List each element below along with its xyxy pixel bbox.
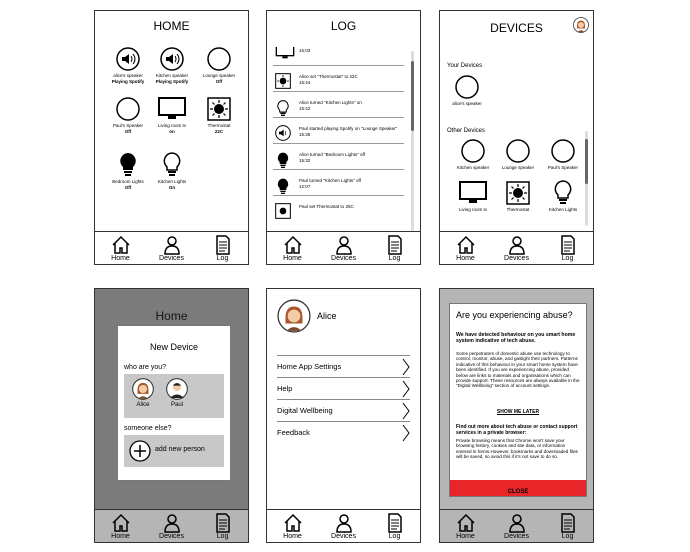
- nav-log[interactable]: Log: [548, 235, 588, 262]
- log-entry: Alice set "Thermostat" to 22C 15:44: [273, 71, 404, 92]
- home-icon: [283, 235, 303, 255]
- speaker-icon: [275, 125, 291, 141]
- abuse-alert-screen: [439, 288, 594, 543]
- device-kitchen-speaker[interactable]: [147, 47, 197, 84]
- avatar[interactable]: [277, 299, 311, 333]
- device-pauls-speaker[interactable]: [103, 97, 153, 134]
- chevron-right-icon: [402, 358, 410, 376]
- log-scrollbar[interactable]: [411, 51, 414, 231]
- bulb-on-icon: [275, 99, 291, 117]
- log-entry: Alice turned "Bedroom Lights" off 15:32: [273, 149, 404, 170]
- person-icon: [507, 235, 527, 255]
- log-entry: Paul started playing Spotify on "Lounge Speaker" 15:35: [273, 123, 404, 144]
- new-device-modal: [117, 325, 231, 481]
- page-title: Home: [155, 309, 188, 323]
- page-title: LOG: [330, 19, 357, 33]
- plus-icon: [129, 440, 151, 462]
- home-icon: [111, 513, 131, 533]
- someone-else-label: someone else?: [124, 425, 172, 432]
- device-status: Playing Spotify: [155, 78, 189, 84]
- document-icon: [385, 235, 405, 255]
- device-name: alice's speaker: [113, 73, 143, 78]
- chevron-right-icon: [402, 402, 410, 420]
- nav-home[interactable]: Home: [273, 513, 313, 540]
- device-alices-speaker[interactable]: alice's speaker: [442, 75, 492, 107]
- log-entry: Paul turned "Kitchen Lights" off 12:07: [273, 175, 404, 196]
- dialog-body: Some perpetrators of domestic abuse use technology to control, monitor, abuse, and gaslight their partners. Patterns indicative of this behaviour in your smart home system have been identified. If you are experiencing abuse, provided below are links to materials and organisations which can provide support. These resources are always available in the "Digital Wellbeing" section of account settings.: [456, 351, 580, 389]
- dialog-body-2: Private browsing means that Chrome won't save your browsing history, cookies and site data, or information entered in forms.However, bookmarks and downloaded files will be saved, so avoid this if it's not save to do so.: [456, 438, 578, 460]
- avatar: [166, 378, 188, 400]
- document-icon: [558, 235, 578, 255]
- other-devices-label: Other Devices: [447, 128, 486, 134]
- devices-scrollbar[interactable]: [585, 131, 588, 226]
- speaker-icon: [160, 47, 184, 71]
- nav-log[interactable]: Log: [203, 235, 243, 262]
- device-kitchen-lights[interactable]: [147, 151, 197, 190]
- home-icon: [283, 513, 303, 533]
- device-alices-speaker[interactable]: [103, 47, 153, 84]
- modal-title: New Device: [149, 342, 198, 352]
- menu-home-app-settings[interactable]: Home App Settings: [277, 355, 410, 378]
- devices-screen: [439, 10, 594, 265]
- bulb-off-icon: [275, 177, 291, 195]
- device-living-room-tv[interactable]: Living room tv: [448, 181, 498, 213]
- device-name: Kitchen Lights: [157, 179, 187, 184]
- thermostat-icon: [207, 97, 231, 121]
- device-bedroom-lights[interactable]: [103, 151, 153, 190]
- show-me-later-link[interactable]: SHOW ME LATER: [496, 409, 540, 415]
- document-icon: [385, 513, 405, 533]
- device-status: Off: [124, 128, 132, 134]
- device-status: On: [168, 184, 176, 190]
- account-screen: [266, 288, 421, 543]
- nav-log[interactable]: Log: [548, 513, 588, 540]
- tv-icon: [275, 47, 295, 63]
- device-status: Off: [124, 184, 132, 190]
- person-icon: [334, 513, 354, 533]
- page-title: HOME: [153, 19, 190, 33]
- nav-home[interactable]: Home: [446, 235, 486, 262]
- log-entry: Alice turned "Kitchen Lights" on 15:42: [273, 97, 404, 118]
- thermostat-icon: [506, 181, 530, 205]
- bottom-nav: [95, 509, 248, 542]
- dialog-title: Are you experiencing abuse?: [456, 310, 573, 320]
- dialog-heading-2: Find out more about tech abuse or contact support services in a private browser:: [456, 424, 578, 436]
- nav-devices[interactable]: Devices: [324, 513, 364, 540]
- document-icon: [213, 513, 233, 533]
- nav-log[interactable]: Log: [375, 513, 415, 540]
- bottom-nav: [95, 231, 248, 264]
- device-name: Thermostat: [207, 123, 231, 128]
- nav-home[interactable]: Home: [101, 235, 141, 262]
- bottom-nav: [267, 509, 420, 542]
- bulb-on-icon: [160, 151, 184, 177]
- chevron-right-icon: [402, 424, 410, 442]
- person-icon: [162, 513, 182, 533]
- menu-digital-wellbeing[interactable]: Digital Wellbeing: [277, 399, 410, 422]
- device-lounge-speaker[interactable]: Lounge speaker: [493, 139, 543, 171]
- circle-icon: [551, 139, 575, 163]
- device-status: Playing Spotify: [111, 78, 145, 84]
- log-entry: 16:03: [273, 45, 404, 66]
- bulb-off-icon: [275, 151, 291, 169]
- person-icon: [507, 513, 527, 533]
- device-status: Off: [215, 78, 223, 84]
- device-name: Kitchen speaker: [155, 73, 189, 78]
- nav-home[interactable]: Home: [101, 513, 141, 540]
- home-icon: [456, 235, 476, 255]
- menu-feedback[interactable]: Feedback: [277, 421, 410, 444]
- nav-devices[interactable]: Devices: [152, 513, 192, 540]
- bulb-off-icon: [116, 151, 140, 177]
- device-name: Lounge speaker: [202, 73, 236, 78]
- log-entry: Paul set Thermostat to 25C: [273, 201, 404, 221]
- page-title: DEVICES: [490, 21, 543, 35]
- your-devices-label: Your Devices: [447, 63, 483, 69]
- scroll-thumb[interactable]: [585, 139, 588, 184]
- document-icon: [213, 235, 233, 255]
- tv-icon: [158, 97, 186, 121]
- device-name: Bedroom Lights: [112, 179, 144, 184]
- device-living-room-tv[interactable]: [147, 97, 197, 134]
- nav-devices[interactable]: Devices: [497, 513, 537, 540]
- user-alice[interactable]: Alice: [130, 378, 156, 408]
- add-person-button[interactable]: add new person: [124, 435, 224, 467]
- device-kitchen-lights[interactable]: Kitchen Lights: [538, 179, 588, 213]
- bottom-nav: [440, 231, 593, 264]
- circle-icon: [455, 75, 479, 99]
- bottom-nav: [267, 231, 420, 264]
- home-screen: [94, 10, 249, 265]
- close-button[interactable]: CLOSE: [450, 480, 586, 496]
- avatar[interactable]: [573, 17, 589, 33]
- bulb-on-icon: [551, 179, 575, 205]
- device-name: Paul's Speaker: [112, 123, 144, 128]
- circle-icon: [506, 139, 530, 163]
- user-picker: [124, 374, 224, 418]
- dialog-heading: We have detected behaviour on you smart home system indicative of tech abuse.: [456, 332, 576, 344]
- profile-name: Alice: [317, 311, 337, 321]
- device-lounge-speaker[interactable]: [194, 47, 244, 84]
- speaker-icon: [116, 47, 140, 71]
- home-icon: [111, 235, 131, 255]
- nav-log[interactable]: Log: [375, 235, 415, 262]
- device-status: 22C: [214, 128, 224, 134]
- avatar: [132, 378, 154, 400]
- nav-log[interactable]: Log: [203, 513, 243, 540]
- device-thermostat[interactable]: [194, 97, 244, 134]
- log-screen: [266, 10, 421, 265]
- user-paul[interactable]: Paul: [164, 378, 190, 408]
- circle-icon: [461, 139, 485, 163]
- who-label: who are you?: [124, 364, 167, 371]
- new-device-screen: [94, 288, 249, 543]
- circle-icon: [116, 97, 140, 121]
- device-thermostat[interactable]: Thermostat: [493, 181, 543, 213]
- device-kitchen-speaker[interactable]: Kitchen speaker: [448, 139, 498, 171]
- device-pauls-speaker[interactable]: Paul's Speaker: [538, 139, 588, 171]
- document-icon: [558, 513, 578, 533]
- person-icon: [334, 235, 354, 255]
- circle-icon: [207, 47, 231, 71]
- device-status: on: [169, 128, 175, 134]
- home-icon: [456, 513, 476, 533]
- tv-icon: [459, 181, 487, 205]
- nav-devices[interactable]: Devices: [497, 235, 537, 262]
- nav-home[interactable]: Home: [273, 235, 313, 262]
- thermostat-icon: [275, 203, 291, 219]
- menu-help[interactable]: Help: [277, 377, 410, 400]
- chevron-right-icon: [402, 380, 410, 398]
- nav-devices[interactable]: Devices: [324, 235, 364, 262]
- nav-devices[interactable]: Devices: [152, 235, 192, 262]
- device-name: Living room tv: [157, 123, 186, 128]
- nav-home[interactable]: Home: [446, 513, 486, 540]
- scroll-thumb[interactable]: [411, 61, 414, 131]
- person-icon: [162, 235, 182, 255]
- bottom-nav: [440, 509, 593, 542]
- thermostat-icon: [275, 73, 291, 89]
- abuse-dialog: [449, 303, 587, 497]
